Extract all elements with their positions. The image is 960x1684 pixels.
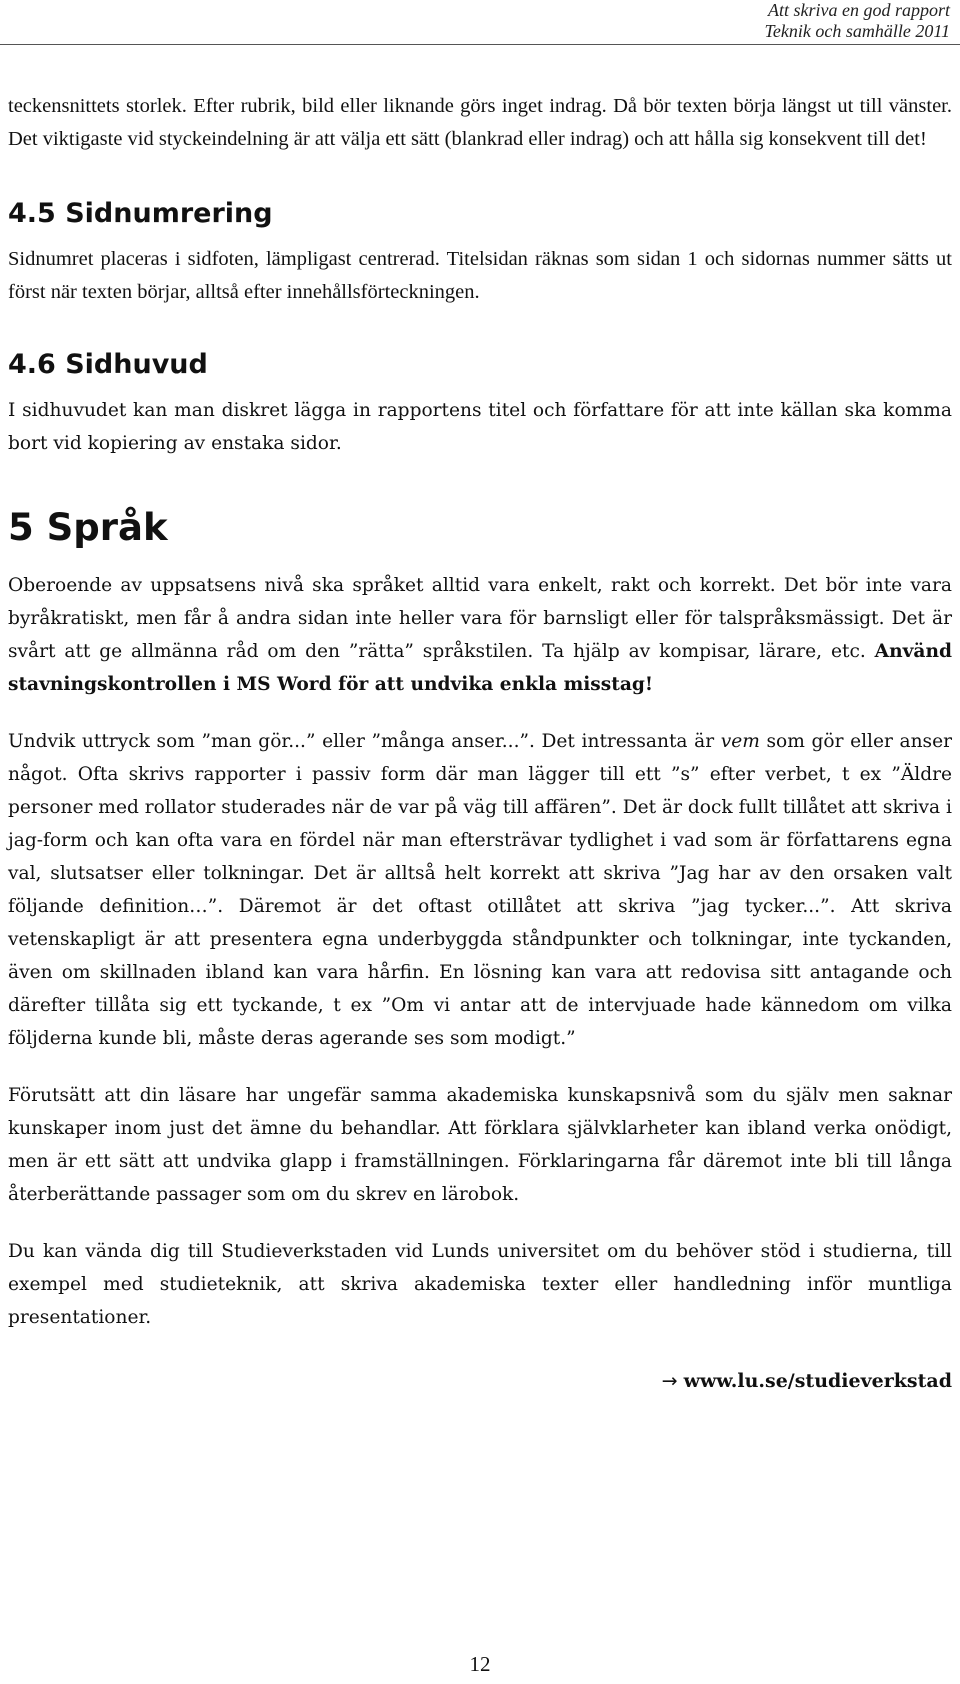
sprak-paragraph-2-start: Undvik uttryck som ”man gör...” eller ”många anser...”. Det intressanta är [8,731,715,752]
page-number: 12 [469,1652,491,1676]
page-body [8,90,952,1392]
sprak-paragraph-2-rest: som gör eller anser något. Ofta skrivs rapporter i passiv form där man lägger till ett ”s” efter verbet, t ex ”Äldre personer med rollator studerades när de var på väg till affären”. Det är dock fullt tillåtet att skriva i jag-form och kan ofta vara en fördel när man eftersträvar tydlighet i vad som är författarens egna val, slutsatser eller tolkningar. Det är alltså helt korrekt att skriva ”Jag har av den orsaken valt följande definition…”. Däremot är det oftast otillåtet att skriva ”jag tycker...”. Att skriva vetenskapligt är att presentera egna underbyggda ståndpunkter och tolkningar, inte tyckanden, även om skillnaden ibland kan vara hårfin. En lösning kan vara att redovisa sitt antagande och därefter tillåta sig ett tyckande, t ex ”Om vi antar att de intervjuade hade kännedom om vilka följderna kunde bli, måste deras agerande ses som modigt.” [8,731,952,1049]
sprak-paragraph-3: Förutsätt att din läsare har ungefär samma akademiska kunskapsnivå som du själv men saknar kunskaper inom just det ämne du behandlar. Att förklara självklarheter kan ibland verka onödigt, men är ett sätt att undvika glapp i framställningen. Förklaringarna får däremot inte bli till långa återberättande passager som om du skrev en lärobok. [8,1085,952,1205]
sprak-paragraph-4: Du kan vända dig till Studieverkstaden vid Lunds universitet om du behöver stöd i studierna, till exempel med studieteknik, att skriva akademiska texter eller handledning inför muntliga presentationer. [8,1241,952,1328]
running-header [765,0,950,42]
chapter-heading-5: 5 Språk [8,506,168,549]
sprak-paragraph-1 [8,569,952,701]
spellcheck-advice: Använd stavningskontrollen i MS Word för att undvika enkla misstag! [8,641,952,695]
sprak-paragraph-2 [8,725,952,1055]
studieverkstad-link-line [8,1370,952,1392]
right-arrow-icon: → [661,1370,678,1392]
section-4-5-paragraph: Sidnumret placeras i sidfoten, lämpligast centrerad. Titelsidan räknas som sidan 1 och sidornas nummer sätts ut först när texten börjar, alltså efter innehållsförteckningen. [8,248,952,303]
section-4-6-paragraph: I sidhuvudet kan man diskret lägga in rapportens titel och författare för att inte källan ska komma bort vid kopiering av enstaka sidor. [8,400,952,454]
header-subtitle: Teknik och samhälle 2011 [764,21,950,41]
sprak-paragraph-1-text: Oberoende av uppsatsens nivå ska språket alltid vara enkelt, rakt och korrekt. Det bör inte vara byråkratiskt, men får å andra sidan inte heller vara för barnsligt eller för talspråksmässigt. Det är svårt att ge allmänna råd om den ”rätta” språkstilen. Ta hjälp av kompisar, lärare, etc. [8,575,952,662]
emphasis-vem: vem [720,731,760,752]
header-title: Att skriva en god rapport [768,0,950,20]
header-rule [0,44,960,45]
intro-paragraph: teckensnittets storlek. Efter rubrik, bild eller liknande görs inget indrag. Då bör texten börja längst ut till vänster. Det viktigaste vid styckeindelning är att välja ett sätt (blankrad eller indrag) och att hålla sig konsekvent till det! [8,95,952,150]
studieverkstad-link[interactable]: www.lu.se/studieverkstad [683,1370,952,1392]
section-heading-4-6: 4.6 Sidhuvud [8,349,208,380]
section-heading-4-5: 4.5 Sidnumrering [8,198,273,229]
